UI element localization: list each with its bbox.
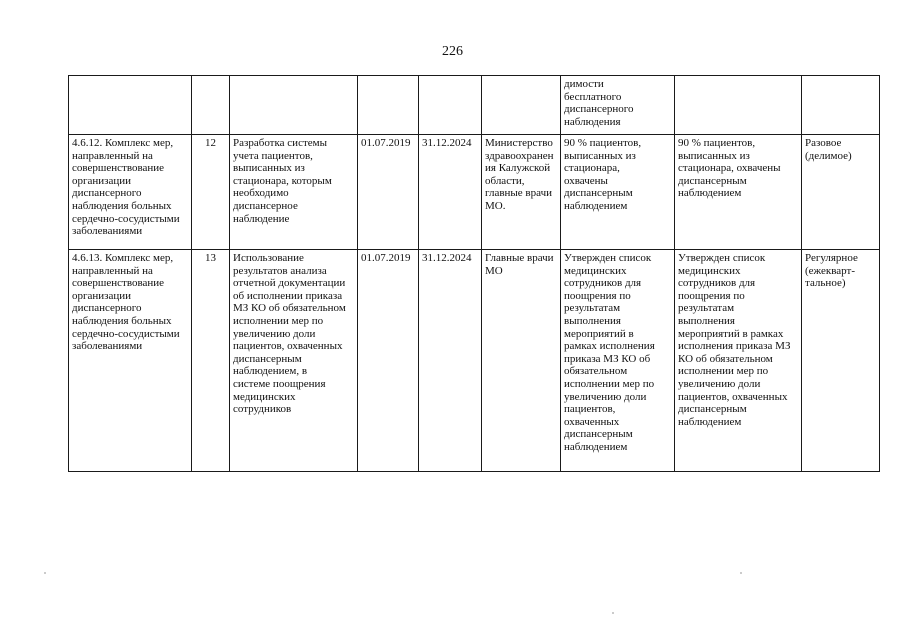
- cell-type: Разовое (делимое): [802, 135, 880, 250]
- cell-start-date: 01.07.2019: [358, 135, 419, 250]
- cell-indicator: [675, 76, 802, 135]
- page-number: 226: [442, 44, 463, 59]
- cell-indicator: 90 % пациентов, выписанных из стационара, охвачены диспансерным наблюдением: [675, 135, 802, 250]
- scan-speck: [740, 572, 742, 574]
- cell-responsible: Главные врачи МО: [482, 250, 561, 472]
- table-row-continuation: [69, 76, 880, 135]
- measures-table: [68, 75, 880, 472]
- cell-indicator: Утвержден список медицинских сотрудников для поощрения по результатам выполнения мероприятий в рамках исполнения приказа МЗ КО об обязательном исполнении мер по увеличению доли пациентов, охваченных диспансерным наблюдением: [675, 250, 802, 472]
- cell-responsible: Министерство здравоохранен ия Калужской области, главные врачи МО.: [482, 135, 561, 250]
- cell-measure: [69, 76, 192, 135]
- scan-speck: [44, 572, 46, 574]
- cell-result: Утвержден список медицинских сотрудников для поощрения по результатам выполнения мероприятий в рамках исполнения приказа МЗ КО об обязательном исполнении мер по увеличению доли пациентов, охваченных диспансерным наблюдением: [561, 250, 675, 472]
- cell-start-date: [358, 76, 419, 135]
- cell-measure: 4.6.13. Комплекс мер, направленный на совершенствование организации диспансерного наблюдения больных сердечно-сосудистыми заболеваниями: [69, 250, 192, 472]
- cell-end-date: 31.12.2024: [419, 250, 482, 472]
- cell-type: [802, 76, 880, 135]
- cell-activity: Использование результатов анализа отчетной документации об исполнении приказа МЗ КО об обязательном исполнении мер по увеличению доли пациентов, охваченных диспансерным наблюдением, в системе поощрения медицинских сотрудников: [230, 250, 358, 472]
- cell-end-date: [419, 76, 482, 135]
- cell-result: димости бесплатного диспансерного наблюдения: [561, 76, 675, 135]
- cell-end-date: 31.12.2024: [419, 135, 482, 250]
- cell-number: 13: [192, 250, 230, 472]
- cell-type: Регулярное (ежекварт- тальное): [802, 250, 880, 472]
- table-row-4-6-12: [69, 135, 880, 250]
- cell-responsible: [482, 76, 561, 135]
- cell-activity: [230, 76, 358, 135]
- cell-number: [192, 76, 230, 135]
- cell-activity: Разработка системы учета пациентов, выписанных из стационара, которым необходимо диспансерное наблюдение: [230, 135, 358, 250]
- cell-number: 12: [192, 135, 230, 250]
- cell-result: 90 % пациентов, выписанных из стационара, охвачены диспансерным наблюдением: [561, 135, 675, 250]
- table-row-4-6-13: [69, 250, 880, 472]
- cell-measure: 4.6.12. Комплекс мер, направленный на совершенствование организации диспансерного наблюдения больных сердечно-сосудистыми заболеваниями: [69, 135, 192, 250]
- scan-speck: [612, 612, 614, 614]
- cell-start-date: 01.07.2019: [358, 250, 419, 472]
